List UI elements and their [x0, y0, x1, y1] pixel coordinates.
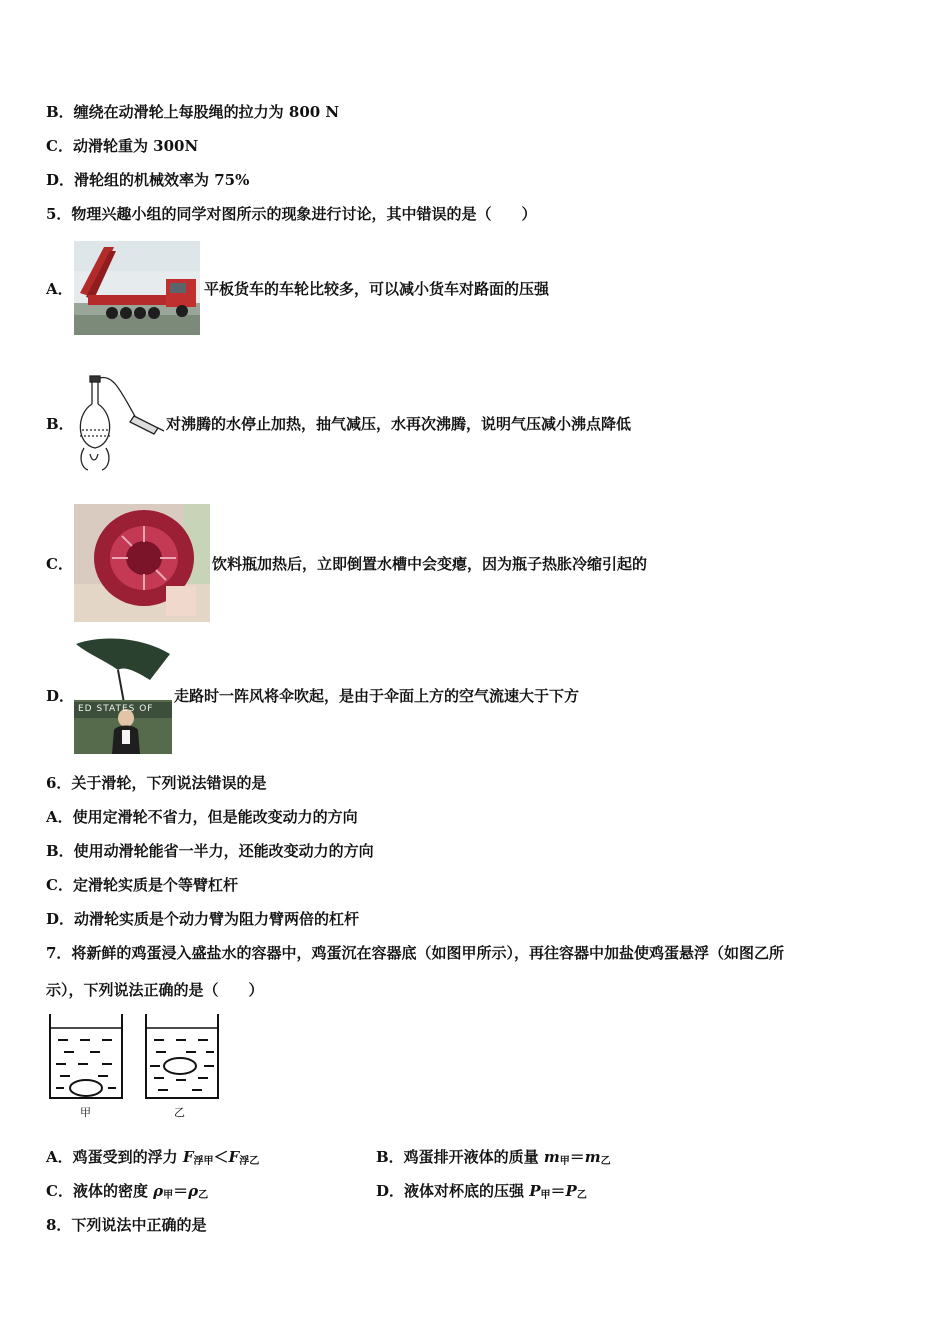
subscript: 浮甲	[193, 1156, 214, 1167]
q4-option-d: D．滑轮组的机械效率为 75%	[46, 171, 250, 189]
option-text: 对沸腾的水停止加热，抽气减压，水再次沸腾，说明气压减小沸点降低	[166, 414, 632, 433]
q5-option-d	[46, 636, 579, 754]
q7-option-b	[376, 1147, 611, 1172]
relation: ＝	[569, 1148, 585, 1166]
beaker-figure	[46, 1012, 226, 1122]
option-text: 饮料瓶加热后，立即倒置水槽中会变瘪，因为瓶子热胀冷缩引起的	[212, 554, 648, 573]
q5-option-b	[46, 374, 631, 472]
q5-option-c	[46, 504, 647, 622]
option-text: 走路时一阵风将伞吹起，是由于伞面上方的空气流速大于下方	[174, 686, 580, 705]
relation: ＜	[213, 1148, 229, 1166]
var: m	[584, 1148, 601, 1166]
q6-option-b: B．使用动滑轮能省一半力，还能改变动力的方向	[46, 842, 374, 860]
option-letter: D．	[46, 686, 75, 705]
q5-stem: 5．物理兴趣小组的同学对图所示的现象进行讨论，其中错误的是（ ）	[46, 205, 537, 223]
subscript: 乙	[198, 1190, 209, 1201]
relation: ＝	[550, 1182, 566, 1200]
q5-option-a	[46, 241, 549, 335]
subscript: 甲	[540, 1190, 551, 1201]
var: P	[565, 1182, 577, 1200]
option-text: A．鸡蛋受到的浮力	[46, 1148, 183, 1166]
option-text: B．鸡蛋排开液体的质量	[376, 1148, 544, 1166]
q6-stem: 6．关于滑轮，下列说法错误的是	[46, 774, 267, 792]
option-letter: C．	[46, 554, 73, 573]
umbrella-image	[74, 636, 172, 754]
q4-option-c: C．动滑轮重为 300N	[46, 137, 199, 155]
option-text: C．液体的密度	[46, 1182, 154, 1200]
q4-option-b: B．缠绕在动滑轮上每股绳的拉力为 800 N	[46, 103, 340, 121]
truck-image	[74, 241, 200, 335]
q6-option-d: D．动滑轮实质是个动力臂为阻力臂两倍的杠杆	[46, 910, 360, 928]
bottle-image	[74, 504, 210, 622]
q7-stem-line2: 示），下列说法正确的是（ ）	[46, 981, 264, 999]
fig-label-jia: 甲	[80, 1106, 91, 1119]
subscript: 乙	[576, 1190, 587, 1201]
q6-option-c: C．定滑轮实质是个等臂杠杆	[46, 876, 238, 894]
flask-syringe-diagram	[74, 374, 166, 472]
subscript: 甲	[163, 1190, 174, 1201]
var: F	[182, 1148, 194, 1166]
q7-option-d	[376, 1181, 587, 1206]
var: P	[529, 1182, 541, 1200]
relation: ＝	[173, 1182, 189, 1200]
q7-stem-line1: 7．将新鲜的鸡蛋浸入盛盐水的容器中，鸡蛋沉在容器底（如图甲所示），再往容器中加盐使鸡蛋悬浮（如图乙所	[46, 944, 784, 962]
q7-option-c	[46, 1181, 208, 1206]
subscript: 浮乙	[239, 1156, 260, 1167]
var: F	[228, 1148, 240, 1166]
fig-label-yi: 乙	[174, 1106, 185, 1119]
subscript: 甲	[559, 1156, 570, 1167]
q6-option-a: A．使用定滑轮不省力，但是能改变动力的方向	[46, 808, 358, 826]
umbrella-sign-text: ED STATES OF	[78, 704, 154, 714]
q7-option-a	[46, 1147, 259, 1172]
subscript: 乙	[600, 1156, 611, 1167]
option-letter: A．	[46, 279, 73, 298]
var: ρ	[188, 1182, 199, 1200]
var: ρ	[153, 1182, 164, 1200]
var: m	[543, 1148, 560, 1166]
option-text: D．液体对杯底的压强	[376, 1182, 530, 1200]
option-letter: B．	[46, 414, 74, 433]
option-text: 平板货车的车轮比较多，可以减小货车对路面的压强	[204, 279, 550, 298]
q8-stem: 8．下列说法中正确的是	[46, 1216, 207, 1234]
